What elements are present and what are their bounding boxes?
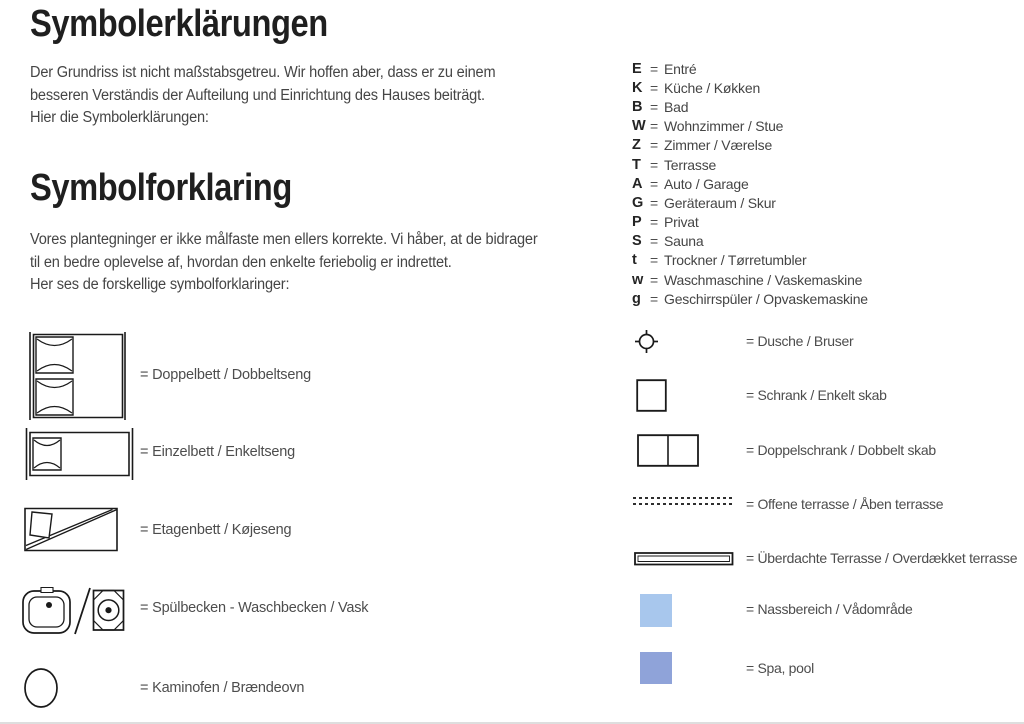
shower-label: = Dusche / Bruser [746, 333, 854, 349]
double-bed-icon [28, 332, 128, 420]
room-code-letter: A [632, 175, 643, 192]
room-code-letter: P [632, 214, 642, 231]
equals-sign: = [650, 290, 659, 307]
wet-area-swatch [640, 594, 672, 627]
wood-stove-icon [23, 667, 61, 709]
room-code-row [632, 251, 868, 270]
dotted-line [633, 503, 733, 505]
open-terrace-icon [633, 497, 733, 505]
room-code-row [632, 289, 868, 308]
room-code-letter: Z [632, 137, 641, 154]
equals-sign: = [650, 252, 659, 269]
text-line: Der Grundriss ist nicht maßstabsgetreu. Wir hoffen aber, dass er zu einem [30, 64, 496, 81]
equals-sign: = [650, 79, 659, 96]
room-code-letter: S [632, 233, 642, 250]
single-cabinet-label: = Schrank / Enkelt skab [746, 387, 887, 403]
room-code-row [632, 97, 868, 116]
covered-terrace-icon [634, 552, 734, 566]
room-code-letter: G [632, 194, 644, 211]
room-code-row [632, 78, 868, 97]
room-code-label: Trockner / Tørretumbler [664, 252, 807, 269]
page-title-german: Symbolerklärungen [30, 3, 328, 45]
bunk-bed-icon [24, 507, 119, 552]
page-title-danish: Symbolforklaring [30, 167, 292, 209]
double-cabinet-label: = Doppelschrank / Dobbelt skab [746, 442, 936, 458]
text-line: besseren Verständis der Aufteilung und Einrichtung des Hauses beiträgt. [30, 86, 485, 104]
room-code-list [632, 59, 868, 308]
wet-area-label: = Nassbereich / Vådområde [746, 601, 913, 617]
room-code-label: Entré [664, 60, 697, 77]
text-line: Her ses de forskellige symbolforklaringer: [30, 276, 290, 293]
shower-icon [633, 328, 660, 355]
dotted-line [633, 497, 733, 499]
double-cabinet-icon [637, 434, 699, 467]
equals-sign: = [650, 137, 659, 154]
room-code-row [632, 136, 868, 155]
room-code-row [632, 213, 868, 232]
sink-washbasin-label: = Spülbecken - Waschbecken / Vask [140, 600, 369, 616]
room-code-letter: W [632, 118, 646, 135]
room-code-row [632, 232, 868, 251]
room-code-row [632, 155, 868, 174]
covered-terrace-label: = Überdachte Terrasse / Overdækket terrasse [746, 550, 1018, 566]
room-code-letter: w [632, 271, 644, 288]
room-code-label: Waschmaschine / Vaskemaskine [664, 271, 863, 288]
room-code-label: Privat [664, 214, 699, 231]
room-code-letter: E [632, 60, 642, 77]
room-code-label: Sauna [664, 233, 704, 250]
single-bed-label: = Einzelbett / Enkeltseng [140, 444, 296, 460]
room-code-label: Küche / Køkken [664, 79, 761, 96]
spa-pool-label: = Spa, pool [746, 660, 814, 676]
room-code-label: Geräteraum / Skur [664, 194, 776, 211]
equals-sign: = [650, 60, 659, 77]
spa-pool-swatch [640, 652, 672, 684]
sink-washbasin-icon [22, 585, 128, 637]
equals-sign: = [650, 98, 659, 115]
room-code-letter: g [632, 290, 641, 307]
room-code-row [632, 117, 868, 136]
room-code-letter: t [632, 252, 637, 269]
room-code-row [632, 193, 868, 212]
room-code-row [632, 59, 868, 78]
equals-sign: = [650, 271, 659, 288]
room-code-letter: K [632, 79, 643, 96]
equals-sign: = [650, 156, 659, 173]
room-code-letter: B [632, 98, 643, 115]
equals-sign: = [650, 118, 659, 135]
danish-intro [30, 229, 538, 297]
bunk-bed-label: = Etagenbett / Køjeseng [140, 522, 292, 538]
equals-sign: = [650, 214, 659, 231]
room-code-label: Auto / Garage [664, 175, 749, 192]
room-code-row [632, 270, 868, 289]
german-intro [30, 62, 495, 130]
single-bed-icon [24, 428, 136, 480]
room-code-label: Wohnzimmer / Stue [664, 118, 784, 135]
single-cabinet-icon [636, 379, 667, 412]
equals-sign: = [650, 175, 659, 192]
text-line: Hier die Symbolerklärungen: [30, 109, 209, 126]
room-code-label: Zimmer / Værelse [664, 137, 773, 154]
room-code-label: Bad [664, 98, 689, 115]
double-bed-label: = Doppelbett / Dobbeltseng [140, 367, 311, 383]
text-line: Vores plantegninger er ikke målfaste men ellers korrekte. Vi håber, at de bidrager [30, 231, 538, 248]
open-terrace-label: = Offene terrasse / Åben terrasse [746, 496, 944, 512]
room-code-letter: T [632, 156, 641, 173]
room-code-label: Terrasse [664, 156, 717, 173]
equals-sign: = [650, 194, 659, 211]
wood-stove-label: = Kaminofen / Brændeovn [140, 680, 305, 696]
room-code-label: Geschirrspüler / Opvaskemaskine [664, 290, 868, 307]
text-line: til en bedre oplevelse af, hvordan den enkelte feriebolig er indrettet. [30, 253, 452, 271]
room-code-row [632, 174, 868, 193]
equals-sign: = [650, 233, 659, 250]
